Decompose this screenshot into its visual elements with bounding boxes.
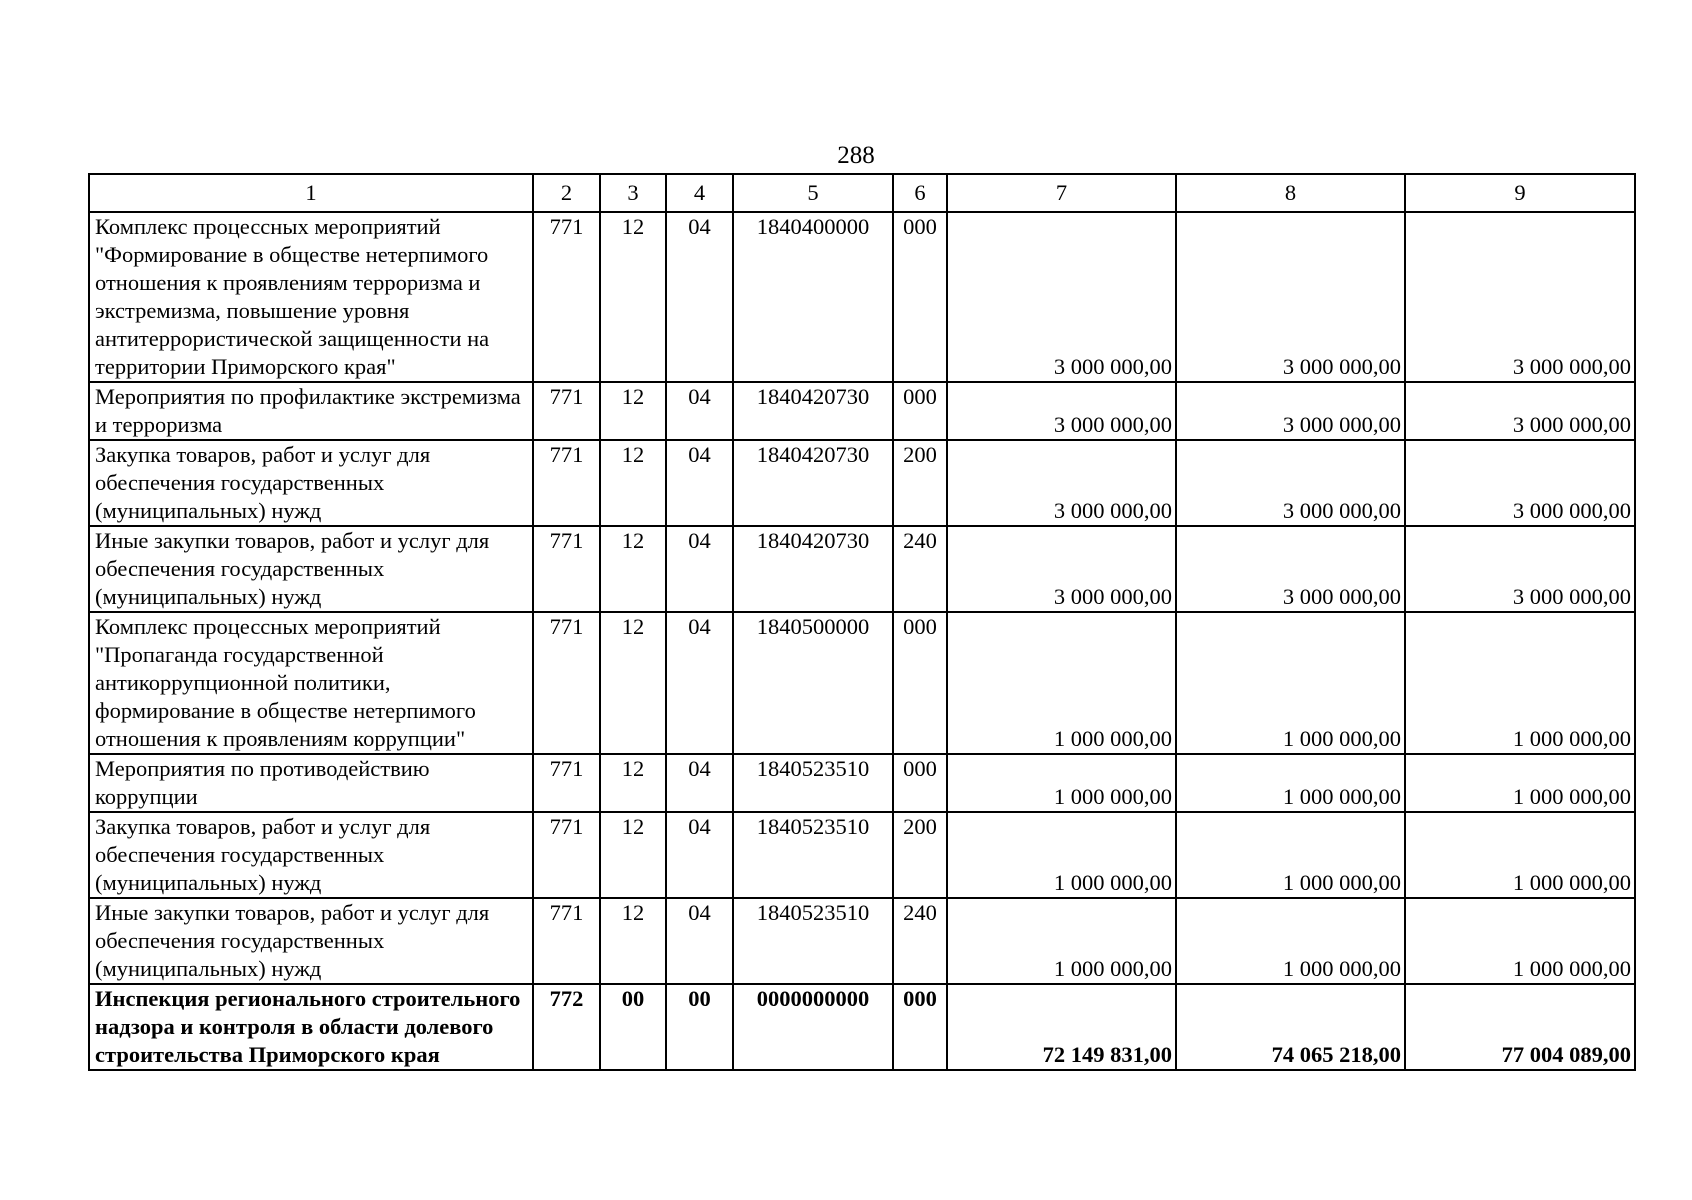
row-code-cell-6: 000 — [893, 612, 947, 754]
row-code-cell-3: 12 — [600, 382, 666, 440]
row-amount-cell-8: 3 000 000,00 — [1176, 440, 1405, 526]
row-code-cell-5: 1840400000 — [733, 212, 893, 382]
row-amount-cell-9: 1 000 000,00 — [1405, 612, 1635, 754]
row-code-cell-4: 04 — [666, 212, 733, 382]
row-code-cell-5: 0000000000 — [733, 984, 893, 1070]
row-code-cell-3: 12 — [600, 526, 666, 612]
row-code-cell-2: 771 — [533, 754, 600, 812]
table-row — [89, 526, 1635, 612]
header-cell-1: 1 — [89, 174, 533, 212]
row-code-cell-2: 771 — [533, 526, 600, 612]
row-amount-cell-8: 1 000 000,00 — [1176, 612, 1405, 754]
row-amount-cell-9: 3 000 000,00 — [1405, 526, 1635, 612]
table-body — [89, 212, 1635, 1070]
row-amount-cell-8: 3 000 000,00 — [1176, 212, 1405, 382]
budget-table — [88, 173, 1636, 1071]
table-row — [89, 984, 1635, 1070]
row-code-cell-3: 12 — [600, 812, 666, 898]
row-code-cell-4: 04 — [666, 754, 733, 812]
row-code-cell-5: 1840420730 — [733, 382, 893, 440]
row-code-cell-2: 771 — [533, 898, 600, 984]
row-code-cell-2: 771 — [533, 382, 600, 440]
row-amount-cell-7: 3 000 000,00 — [947, 382, 1176, 440]
row-code-cell-3: 12 — [600, 754, 666, 812]
row-amount-cell-7: 1 000 000,00 — [947, 812, 1176, 898]
header-cell-8: 8 — [1176, 174, 1405, 212]
row-code-cell-4: 04 — [666, 526, 733, 612]
row-code-cell-5: 1840420730 — [733, 526, 893, 612]
row-code-cell-5: 1840523510 — [733, 812, 893, 898]
table-row — [89, 754, 1635, 812]
row-code-cell-6: 000 — [893, 984, 947, 1070]
row-code-cell-2: 771 — [533, 812, 600, 898]
row-code-cell-5: 1840500000 — [733, 612, 893, 754]
row-amount-cell-9: 77 004 089,00 — [1405, 984, 1635, 1070]
header-cell-4: 4 — [666, 174, 733, 212]
row-amount-cell-7: 3 000 000,00 — [947, 212, 1176, 382]
row-amount-cell-8: 1 000 000,00 — [1176, 754, 1405, 812]
row-code-cell-6: 200 — [893, 440, 947, 526]
row-code-cell-3: 12 — [600, 898, 666, 984]
row-amount-cell-9: 1 000 000,00 — [1405, 812, 1635, 898]
table-row — [89, 212, 1635, 382]
row-code-cell-2: 771 — [533, 212, 600, 382]
row-code-cell-2: 771 — [533, 612, 600, 754]
row-code-cell-6: 240 — [893, 898, 947, 984]
row-code-cell-3: 12 — [600, 212, 666, 382]
row-code-cell-5: 1840523510 — [733, 898, 893, 984]
header-cell-6: 6 — [893, 174, 947, 212]
row-amount-cell-7: 1 000 000,00 — [947, 754, 1176, 812]
row-amount-cell-7: 1 000 000,00 — [947, 898, 1176, 984]
table-row — [89, 440, 1635, 526]
table-row — [89, 898, 1635, 984]
row-name-cell: Мероприятия по противодействию коррупции — [89, 754, 533, 812]
row-code-cell-4: 00 — [666, 984, 733, 1070]
row-amount-cell-8: 3 000 000,00 — [1176, 526, 1405, 612]
row-code-cell-4: 04 — [666, 812, 733, 898]
row-amount-cell-9: 1 000 000,00 — [1405, 754, 1635, 812]
row-code-cell-3: 00 — [600, 984, 666, 1070]
row-code-cell-5: 1840523510 — [733, 754, 893, 812]
row-amount-cell-8: 1 000 000,00 — [1176, 812, 1405, 898]
header-cell-2: 2 — [533, 174, 600, 212]
header-cell-5: 5 — [733, 174, 893, 212]
row-amount-cell-7: 1 000 000,00 — [947, 612, 1176, 754]
row-amount-cell-8: 3 000 000,00 — [1176, 382, 1405, 440]
row-name-cell: Иные закупки товаров, работ и услуг для обеспечения государственных (муниципальных) нужд — [89, 526, 533, 612]
header-cell-9: 9 — [1405, 174, 1635, 212]
row-amount-cell-8: 74 065 218,00 — [1176, 984, 1405, 1070]
page-number: 288 — [837, 142, 875, 169]
row-amount-cell-9: 1 000 000,00 — [1405, 898, 1635, 984]
row-code-cell-3: 12 — [600, 612, 666, 754]
row-code-cell-2: 772 — [533, 984, 600, 1070]
row-name-cell: Инспекция регионального строительного надзора и контроля в области долевого строительства Приморского края — [89, 984, 533, 1070]
row-name-cell: Мероприятия по профилактике экстремизма и терроризма — [89, 382, 533, 440]
row-code-cell-6: 000 — [893, 212, 947, 382]
header-cell-3: 3 — [600, 174, 666, 212]
row-name-cell: Комплекс процессных мероприятий "Формирование в обществе нетерпимого отношения к проявлениям терроризма и экстремизма, повышение уровня антитеррористической защищенности на территории Приморского края" — [89, 212, 533, 382]
row-code-cell-2: 771 — [533, 440, 600, 526]
header-row — [89, 174, 1635, 212]
row-amount-cell-9: 3 000 000,00 — [1405, 440, 1635, 526]
header-cell-7: 7 — [947, 174, 1176, 212]
table-row — [89, 812, 1635, 898]
row-name-cell: Закупка товаров, работ и услуг для обеспечения государственных (муниципальных) нужд — [89, 812, 533, 898]
row-code-cell-6: 000 — [893, 754, 947, 812]
row-name-cell: Закупка товаров, работ и услуг для обеспечения государственных (муниципальных) нужд — [89, 440, 533, 526]
row-code-cell-4: 04 — [666, 612, 733, 754]
row-code-cell-5: 1840420730 — [733, 440, 893, 526]
row-code-cell-6: 000 — [893, 382, 947, 440]
table-row — [89, 612, 1635, 754]
row-amount-cell-9: 3 000 000,00 — [1405, 212, 1635, 382]
row-code-cell-4: 04 — [666, 898, 733, 984]
row-code-cell-4: 04 — [666, 440, 733, 526]
row-amount-cell-7: 72 149 831,00 — [947, 984, 1176, 1070]
row-name-cell: Иные закупки товаров, работ и услуг для обеспечения государственных (муниципальных) нужд — [89, 898, 533, 984]
row-amount-cell-7: 3 000 000,00 — [947, 526, 1176, 612]
row-amount-cell-7: 3 000 000,00 — [947, 440, 1176, 526]
row-code-cell-6: 240 — [893, 526, 947, 612]
row-name-cell: Комплекс процессных мероприятий "Пропаганда государственной антикоррупционной политики, формирование в обществе нетерпимого отношения к проявлениям коррупции" — [89, 612, 533, 754]
row-code-cell-6: 200 — [893, 812, 947, 898]
row-code-cell-3: 12 — [600, 440, 666, 526]
row-amount-cell-9: 3 000 000,00 — [1405, 382, 1635, 440]
row-amount-cell-8: 1 000 000,00 — [1176, 898, 1405, 984]
table-row — [89, 382, 1635, 440]
row-code-cell-4: 04 — [666, 382, 733, 440]
